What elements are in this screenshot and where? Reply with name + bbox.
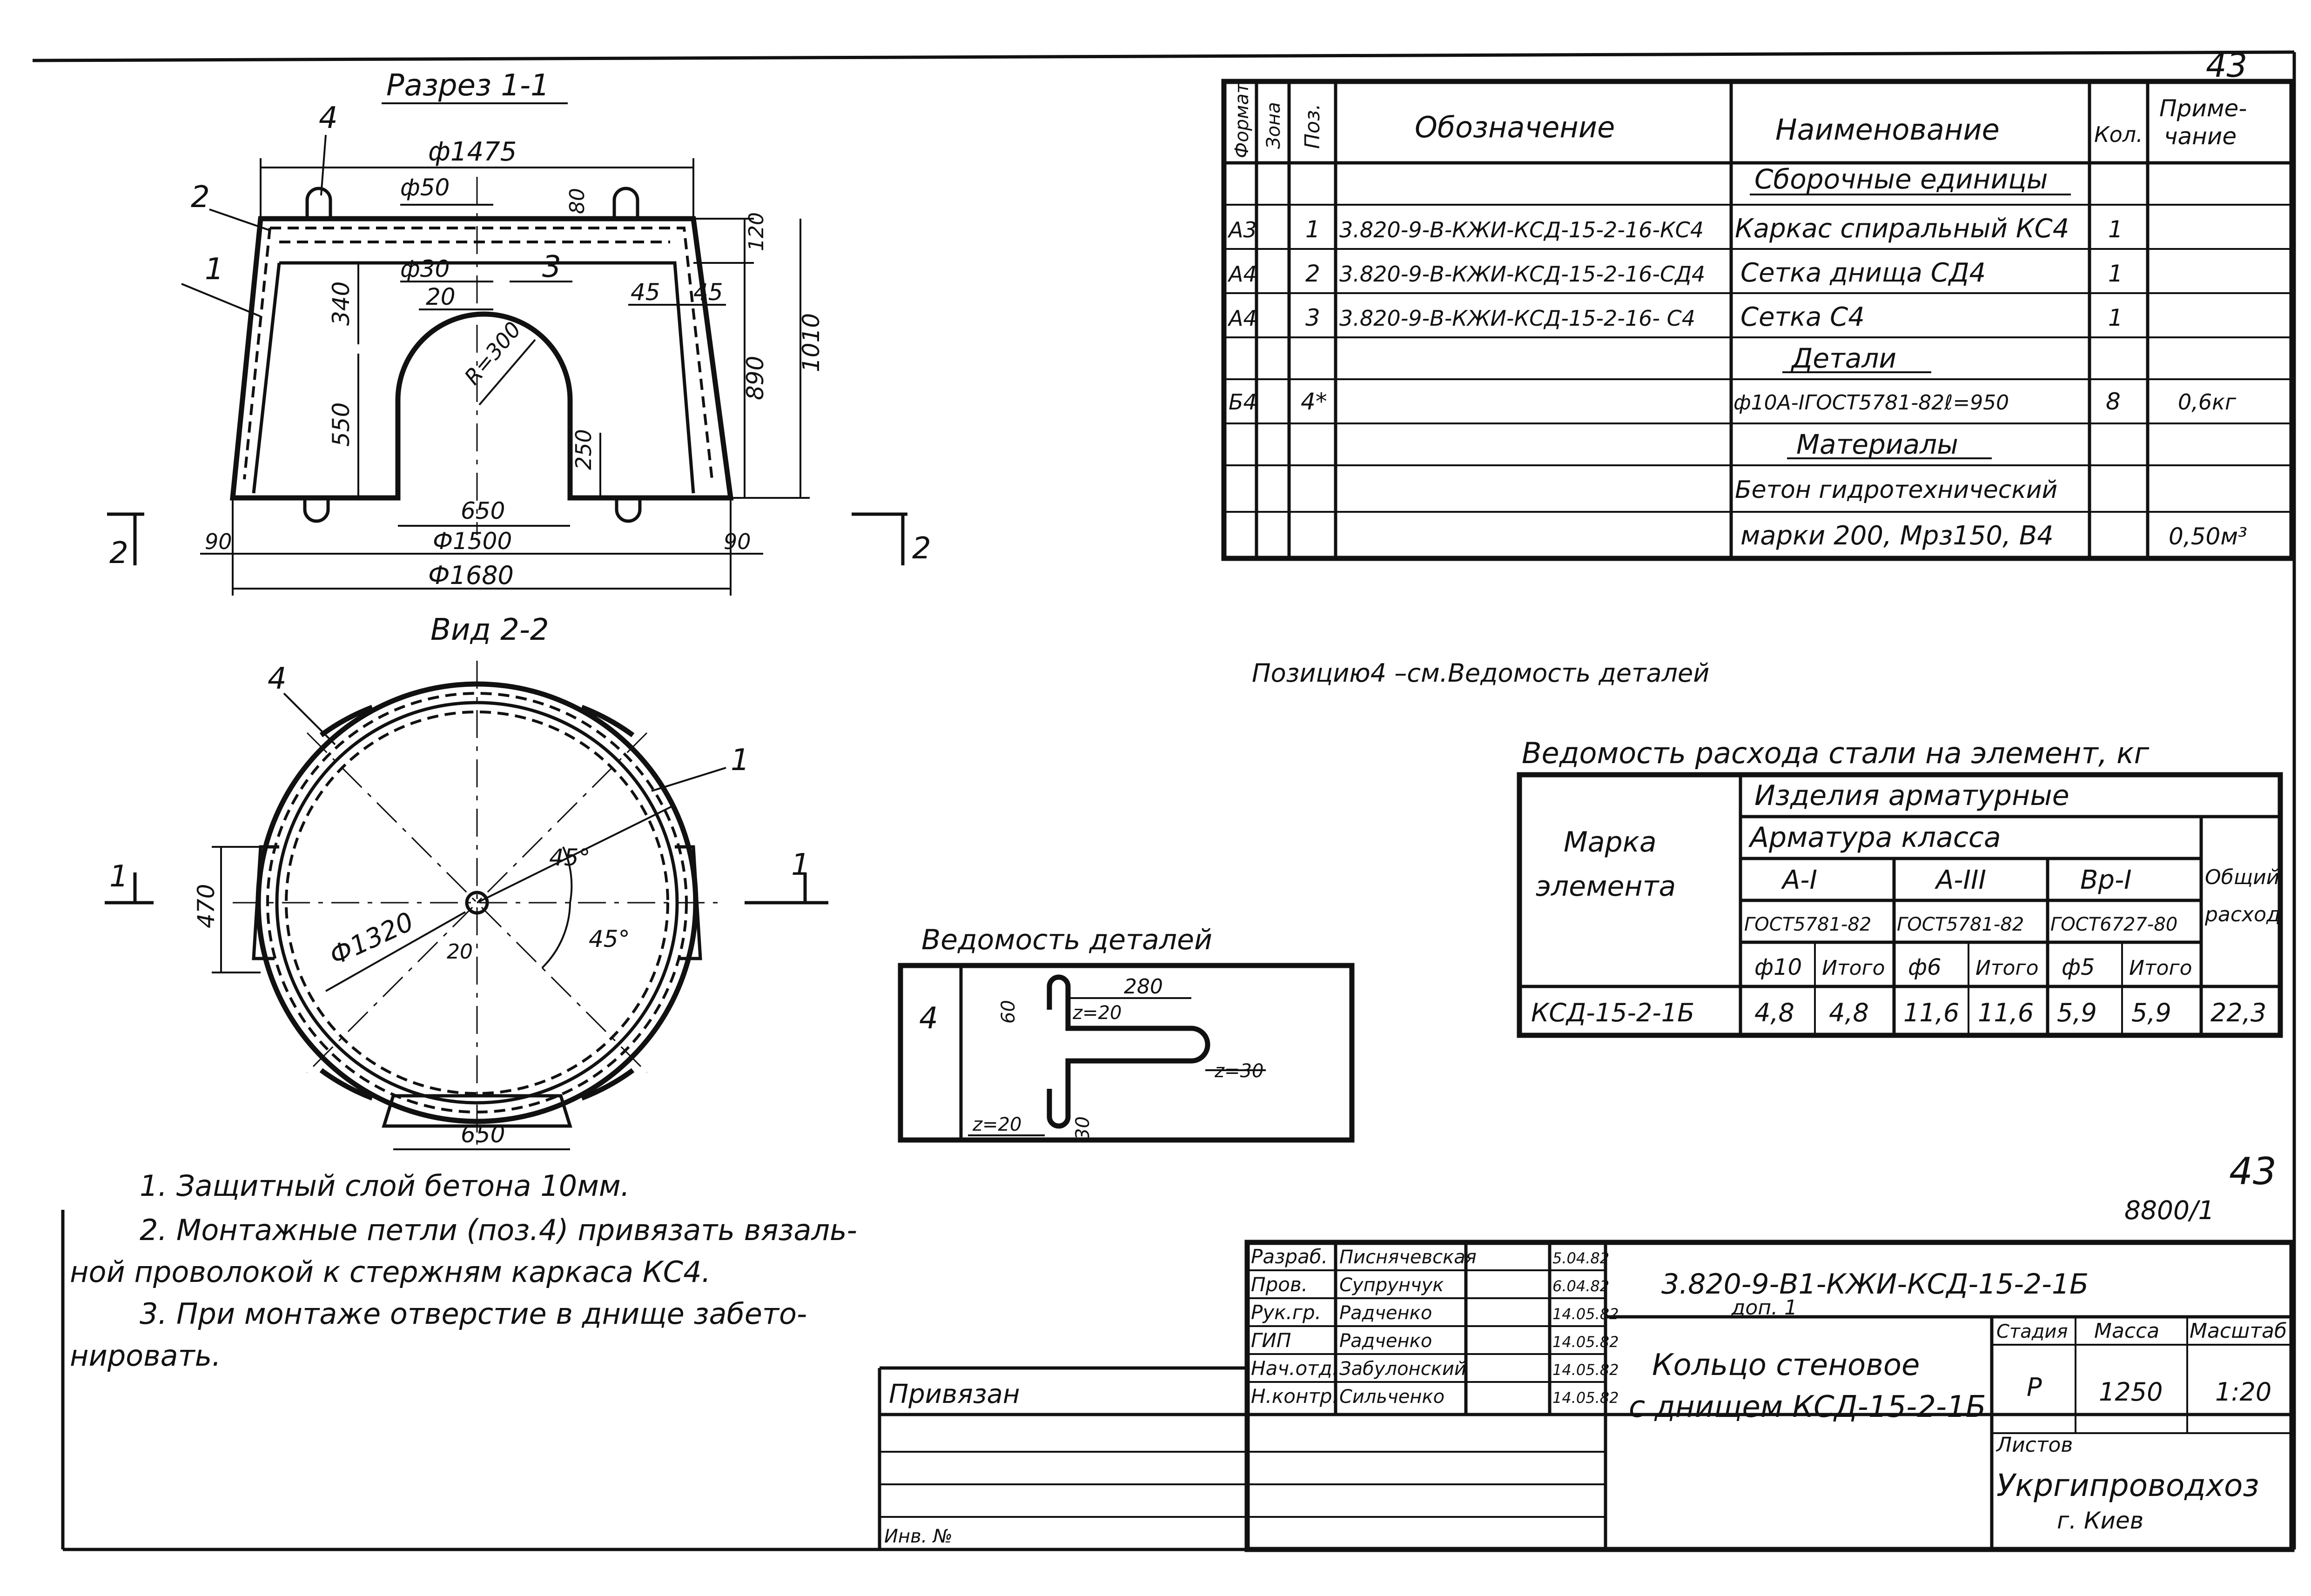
tb-date-0: 5.04.82 bbox=[1552, 1249, 1610, 1267]
steel-col-0: ф10 bbox=[1754, 954, 1802, 980]
steel-col-5: Итого bbox=[2129, 956, 2192, 980]
steel-col-3: Итого bbox=[1975, 956, 2039, 980]
tb-date-1: 6.04.82 bbox=[1552, 1277, 1610, 1295]
steel-val-5: 5,9 bbox=[2131, 998, 2171, 1027]
spec-row-8-note: 0,50м³ bbox=[2169, 523, 2248, 550]
note-3: ной проволокой к стержням каркаса КС4. bbox=[70, 1255, 711, 1289]
steel-val-3: 11,6 bbox=[1978, 998, 2034, 1027]
tb-inv-label: Инв. № bbox=[884, 1526, 953, 1547]
tb-role-5: Н.контр. bbox=[1251, 1385, 1338, 1408]
spec-row-3-name: Сетка С4 bbox=[1740, 302, 1865, 332]
tb-city: г. Киев bbox=[2057, 1507, 2144, 1534]
view-title: Вид 2-2 bbox=[430, 613, 549, 647]
spec-header-zone: Зона bbox=[1263, 102, 1284, 149]
dim-v550: 550 bbox=[328, 402, 355, 447]
steel-row-mark: КСД-15-2-1Б bbox=[1531, 998, 1695, 1027]
tb-sheets-label: Листов bbox=[1996, 1433, 2073, 1457]
dim-v90-right: 90 bbox=[724, 529, 751, 554]
spec-row-5-name: ф10А-IГОСТ5781-82ℓ=950 bbox=[1733, 391, 2009, 415]
steel-mark-header-2: элемента bbox=[1536, 870, 1676, 903]
dim-d50: ф50 bbox=[400, 174, 450, 201]
cut-mark-2-right: 2 bbox=[912, 531, 931, 566]
steel-val-1: 4,8 bbox=[1829, 998, 1869, 1027]
details-table bbox=[900, 924, 1352, 1140]
dim-v1010: 1010 bbox=[798, 313, 825, 372]
tb-role-3: ГИП bbox=[1251, 1329, 1291, 1352]
tb-object-title: Кольцо стеновое bbox=[1652, 1348, 1920, 1382]
note-1: 1. Защитный слой бетона 10мм. bbox=[140, 1169, 630, 1203]
dim-60: 60 bbox=[998, 1000, 1019, 1024]
tb-date-4: 14.05.82 bbox=[1552, 1361, 1619, 1379]
callout-4: 4 bbox=[319, 101, 338, 135]
section-1-1 bbox=[107, 68, 931, 596]
dim-d1475: ф1475 bbox=[428, 137, 517, 167]
dim-v250: 250 bbox=[571, 429, 596, 470]
tb-date-3: 14.05.82 bbox=[1552, 1333, 1619, 1351]
spec-row-5-pos: 4* bbox=[1301, 388, 1327, 415]
steel-class-2: Вр-I bbox=[2080, 865, 2132, 895]
tb-name-2: Радченко bbox=[1339, 1302, 1432, 1324]
callout-2: 2 bbox=[191, 180, 210, 215]
tb-date-5: 14.05.82 bbox=[1552, 1389, 1619, 1407]
dim-r20-bottom: z=20 bbox=[973, 1114, 1022, 1135]
dim-v340: 340 bbox=[328, 281, 355, 326]
archive-number: 8800/1 bbox=[2124, 1195, 2215, 1225]
general-notes bbox=[70, 1169, 857, 1373]
tb-sheet-addition: доп. 1 bbox=[1731, 1296, 1798, 1320]
dim-v20-view: 20 bbox=[447, 940, 473, 964]
dim-angle-45b: 45° bbox=[589, 925, 630, 952]
steel-gost-2: ГОСТ6727-80 bbox=[2050, 914, 2178, 935]
steel-group-header: Изделия арматурные bbox=[1754, 779, 2069, 812]
dim-30: 30 bbox=[1072, 1116, 1094, 1140]
tb-scale-header: Масштаб bbox=[2190, 1319, 2287, 1343]
details-title: Ведомость деталей bbox=[921, 924, 1212, 956]
steel-mark-header: Марка bbox=[1564, 826, 1657, 858]
tb-mass: 1250 bbox=[2099, 1377, 2163, 1407]
specification-table bbox=[1224, 81, 2292, 558]
spec-row-3-designation: 3.820-9-В-КЖИ-КСД-15-2-16- С4 bbox=[1339, 306, 1695, 331]
dim-v650: 650 bbox=[461, 497, 505, 524]
spec-header-note: Приме- bbox=[2159, 95, 2247, 122]
cut-mark-2-left: 2 bbox=[109, 536, 128, 570]
spec-row-2-qty: 1 bbox=[2108, 260, 2123, 287]
callout-1-view: 1 bbox=[731, 743, 750, 778]
spec-header-note-2: чание bbox=[2164, 123, 2237, 150]
dim-v80: 80 bbox=[565, 188, 589, 214]
tb-stage-header: Стадия bbox=[1996, 1321, 2068, 1342]
steel-class-1: А-III bbox=[1936, 865, 1987, 895]
spec-header-designation: Обозначение bbox=[1415, 110, 1615, 144]
spec-row-5-qty: 8 bbox=[2106, 388, 2121, 415]
note-5: нировать. bbox=[70, 1339, 222, 1373]
spec-heading-assembly: Сборочные единицы bbox=[1754, 163, 2048, 195]
dim-v470: 470 bbox=[193, 884, 220, 928]
spec-header-pos: Поз. bbox=[1301, 103, 1324, 149]
dim-d1320: Ф1320 bbox=[325, 906, 418, 972]
steel-col-1: Итого bbox=[1822, 956, 1885, 980]
tb-role-1: Пров. bbox=[1251, 1273, 1308, 1296]
dim-v90-left: 90 bbox=[205, 529, 232, 554]
tb-organization: Укргипроводхоз bbox=[1996, 1468, 2259, 1503]
tb-object-title-2: с днищем КСД-15-2-1Б bbox=[1629, 1390, 1986, 1424]
steel-subgroup-header: Арматура класса bbox=[1750, 821, 2001, 854]
tb-name-3: Радченко bbox=[1339, 1330, 1432, 1352]
dim-d1500: Ф1500 bbox=[433, 528, 512, 555]
spec-row-3-format: А4 bbox=[1229, 306, 1257, 331]
spec-heading-details: Детали bbox=[1792, 342, 1897, 374]
steel-col-4: ф5 bbox=[2062, 954, 2095, 980]
spec-row-1-designation: 3.820-9-В-КЖИ-КСД-15-2-16-КС4 bbox=[1339, 217, 1704, 242]
spec-row-3-qty: 1 bbox=[2108, 304, 2123, 331]
spec-row-2-name: Сетка днища СД4 bbox=[1740, 258, 1986, 288]
spec-row-7-name: Бетон гидротехнический bbox=[1735, 476, 2058, 504]
dim-d1680: Ф1680 bbox=[428, 561, 514, 590]
sheet-number-top: 43 bbox=[2206, 47, 2248, 85]
dim-v45a: 45 bbox=[631, 279, 660, 306]
note-4: 3. При монтаже отверстие в днище забето- bbox=[140, 1297, 807, 1331]
spec-header-name: Наименование bbox=[1775, 113, 2000, 147]
section-title: Разрез 1-1 bbox=[386, 68, 550, 103]
dim-r30: z=30 bbox=[1215, 1060, 1264, 1082]
steel-val-4: 5,9 bbox=[2057, 998, 2097, 1027]
spec-row-5-format: Б4 bbox=[1229, 389, 1257, 415]
dim-r20-top: z=20 bbox=[1073, 1002, 1122, 1024]
dim-r300: R=300 bbox=[459, 317, 526, 390]
spec-header-format: Формат bbox=[1231, 82, 1253, 158]
spec-row-8-name: марки 200, Мрз150, В4 bbox=[1740, 521, 2054, 551]
note-2: 2. Монтажные петли (поз.4) привязать вязаль- bbox=[140, 1213, 857, 1247]
sheet-number-right: 43 bbox=[2229, 1150, 2277, 1193]
spec-row-2-format: А4 bbox=[1229, 262, 1257, 287]
tb-scale: 1:20 bbox=[2215, 1377, 2272, 1407]
spec-row-1-name: Каркас спиральный КС4 bbox=[1735, 214, 2069, 244]
steel-val-6: 22,3 bbox=[2210, 998, 2267, 1027]
tb-role-2: Рук.гр. bbox=[1251, 1301, 1321, 1324]
spec-row-1-qty: 1 bbox=[2108, 216, 2123, 243]
cut-mark-1-right: 1 bbox=[791, 848, 810, 882]
steel-total-header: Общий bbox=[2205, 865, 2280, 889]
dim-v650-view: 650 bbox=[461, 1121, 505, 1148]
steel-gost-0: ГОСТ5781-82 bbox=[1744, 914, 1872, 935]
spec-row-1-pos: 1 bbox=[1305, 216, 1320, 243]
steel-class-0: А-I bbox=[1782, 865, 1818, 895]
steel-val-0: 4,8 bbox=[1754, 998, 1794, 1027]
view-2-2 bbox=[105, 613, 828, 1149]
tb-document-code: 3.820-9-В1-КЖИ-КСД-15-2-1Б bbox=[1661, 1268, 2089, 1301]
dim-v890: 890 bbox=[742, 355, 769, 400]
steel-table bbox=[1519, 736, 2280, 1035]
spec-header-qty: Кол. bbox=[2094, 122, 2143, 147]
steel-col-2: ф6 bbox=[1908, 954, 1942, 980]
spec-row-5-note: 0,6кг bbox=[2178, 389, 2237, 415]
tb-bound-label: Привязан bbox=[889, 1379, 1020, 1409]
steel-val-2: 11,6 bbox=[1903, 998, 1960, 1027]
details-pos: 4 bbox=[919, 1001, 938, 1036]
spec-heading-materials: Материалы bbox=[1796, 429, 1958, 460]
tb-name-0: Писнячевская bbox=[1339, 1247, 1477, 1268]
position-note: Позицию4 –см.Ведомость деталей bbox=[1252, 658, 1710, 688]
tb-role-0: Разраб. bbox=[1251, 1245, 1328, 1268]
callout-1: 1 bbox=[205, 252, 224, 287]
spec-row-2-designation: 3.820-9-В-КЖИ-КСД-15-2-16-СД4 bbox=[1339, 262, 1706, 287]
dim-280: 280 bbox=[1124, 975, 1163, 999]
callout-4-view: 4 bbox=[268, 662, 287, 696]
dim-d30: ф30 bbox=[400, 255, 450, 282]
title-block bbox=[880, 1242, 2292, 1549]
steel-total-header-2: расход bbox=[2205, 903, 2281, 926]
callout-3: 3 bbox=[542, 250, 561, 284]
spec-row-2-pos: 2 bbox=[1305, 260, 1320, 287]
tb-date-2: 14.05.82 bbox=[1552, 1305, 1619, 1323]
tb-name-1: Супрунчук bbox=[1339, 1274, 1444, 1296]
cut-mark-1-left: 1 bbox=[109, 859, 128, 894]
spec-row-1-format: А3 bbox=[1229, 217, 1257, 242]
tb-mass-header: Масса bbox=[2094, 1319, 2160, 1343]
steel-gost-1: ГОСТ5781-82 bbox=[1897, 914, 2024, 935]
tb-name-5: Сильченко bbox=[1339, 1386, 1445, 1408]
tb-name-4: Забулонский bbox=[1339, 1358, 1466, 1380]
tb-role-4: Нач.отд. bbox=[1251, 1357, 1339, 1380]
dim-v120: 120 bbox=[745, 212, 768, 251]
steel-title: Ведомость расхода стали на элемент, кг bbox=[1522, 736, 2150, 770]
spec-row-3-pos: 3 bbox=[1305, 304, 1320, 331]
dim-angle-45a: 45° bbox=[549, 844, 591, 871]
dim-v20: 20 bbox=[426, 283, 456, 310]
tb-stage: Р bbox=[2027, 1373, 2042, 1402]
dim-v45b: 45 bbox=[693, 279, 723, 306]
